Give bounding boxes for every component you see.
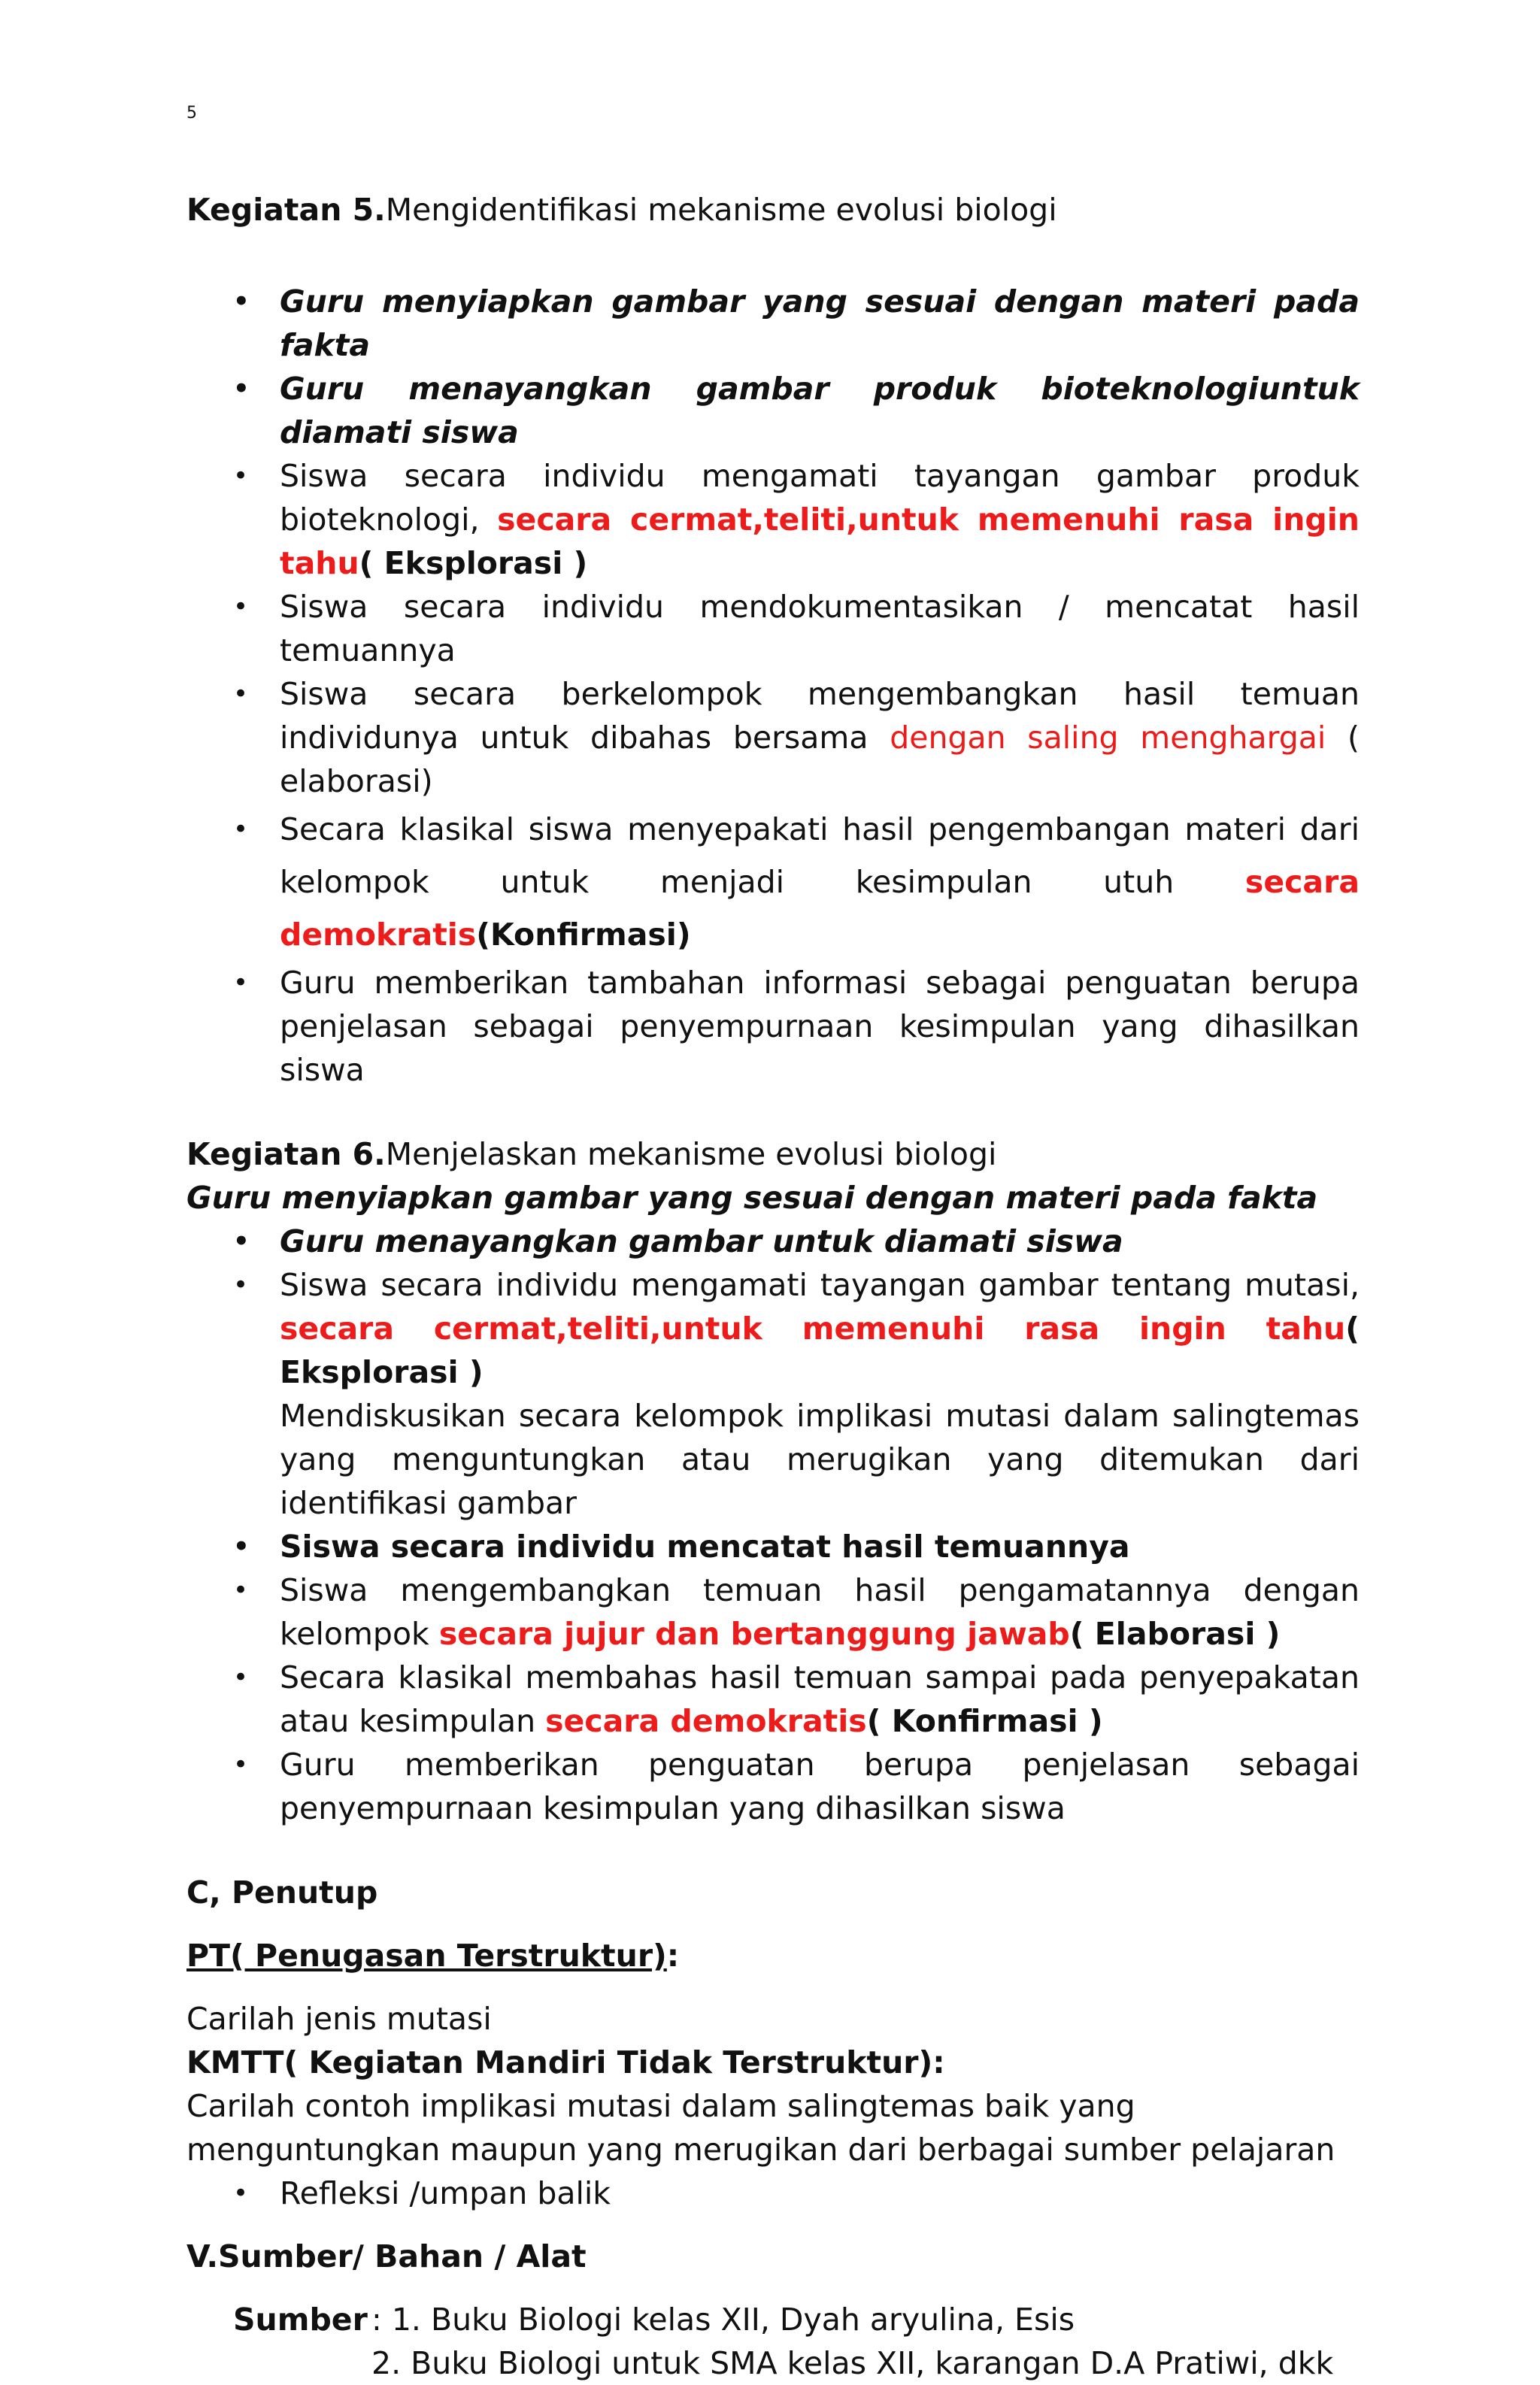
list-item: • Guru memberikan penguatan berupa penjelasan sebagai penyempurnaan kesimpulan yang dihasilkan siswa	[186, 1743, 1360, 1830]
kegiatan-6-list-cont	[186, 1525, 1360, 1830]
emphasis-red: dengan saling menghargai	[890, 720, 1326, 756]
list-item: • Siswa secara individu mendokumentasikan / mencatat hasil temuannya	[186, 585, 1360, 672]
kmtt-heading: KMTT( Kegiatan Mandiri Tidak Terstruktur):	[186, 2044, 945, 2080]
list-item: • Siswa secara individu mengamati tayangan gambar tentang mutasi, secara cermat,teliti,untuk memenuhi rasa ingin tahu( Eksplorasi )	[186, 1263, 1360, 1394]
list-item: • Guru menayangkan gambar untuk diamati siswa	[186, 1220, 1360, 1263]
list-item: • Guru menayangkan gambar produk bioteknologiuntuk diamati siswa	[186, 367, 1360, 454]
list-item: • Siswa mengembangkan temuan hasil pengamatannya dengan kelompok secara jujur dan bertanggung jawab( Elaborasi )	[186, 1568, 1360, 1656]
kegiatan-6-intro: Guru menyiapkan gambar yang sesuai dengan materi pada fakta	[186, 1180, 1318, 1216]
list-item: • Siswa secara individu mencatat hasil temuannya	[186, 1525, 1360, 1568]
sumber-item: : 1. Buku Biologi kelas XII, Dyah aryulina, Esis	[371, 2302, 1075, 2338]
kegiatan-6-label: Kegiatan 6.	[186, 1136, 386, 1172]
kegiatan-6-title: Menjelaskan mekanisme evolusi biologi	[385, 1136, 997, 1172]
sumber-label: Sumber	[233, 2302, 368, 2338]
kegiatan-5-label: Kegiatan 5.	[186, 192, 386, 228]
pt-heading: PT( Penugasan Terstruktur):	[186, 1938, 680, 1974]
emphasis-red: secara demokratis	[545, 1703, 867, 1739]
kmtt-text: Carilah contoh implikasi mutasi dalam salingtemas baik yang menguntungkan maupun yang merugikan dari berbagai sumber pelajaran	[186, 2088, 1335, 2168]
document-body	[186, 188, 1360, 2385]
kegiatan-6-discussion: Mendiskusikan secara kelompok implikasi mutasi dalam salingtemas yang menguntungkan atau merugikan yang ditemukan dari identifikasi gambar	[280, 1398, 1360, 1521]
list-item: • Secara klasikal siswa menyepakati hasil pengembangan materi dari kelompok untuk menjadi kesimpulan utuh secara demokratis(Konfirmasi)	[186, 803, 1360, 961]
list-item: • Guru memberikan tambahan informasi sebagai penguatan berupa penjelasan sebagai penyempurnaan kesimpulan yang dihasilkan siswa	[186, 961, 1360, 1092]
kegiatan-5-title: Mengidentifikasi mekanisme evolusi biologi	[385, 192, 1057, 228]
list-item: • Secara klasikal membahas hasil temuan sampai pada penyepakatan atau kesimpulan secara demokratis( Konfirmasi )	[186, 1656, 1360, 1743]
kegiatan-6-heading	[186, 1132, 1360, 1176]
kegiatan-5-heading	[186, 188, 1360, 232]
pt-text: Carilah jenis mutasi	[186, 2001, 492, 2037]
list-item: • Siswa secara individu mengamati tayangan gambar produk bioteknologi, secara cermat,teliti,untuk memenuhi rasa ingin tahu( Eksplorasi )	[186, 454, 1360, 585]
list-item: • Siswa secara berkelompok mengembangkan hasil temuan individunya untuk dibahas bersama dengan saling menghargai ( elaborasi)	[186, 672, 1360, 803]
emphasis-red: secara demokratis	[280, 864, 1360, 953]
emphasis-red: secara jujur dan bertanggung jawab	[438, 1616, 1070, 1652]
penutup-list	[186, 2171, 1360, 2215]
kegiatan-5-list	[186, 280, 1360, 1092]
emphasis-red: secara cermat,teliti,untuk memenuhi rasa ingin tahu	[280, 1311, 1346, 1347]
sumber-block	[233, 2298, 1360, 2385]
kegiatan-6-list	[186, 1220, 1360, 1394]
page-number: 5	[186, 104, 197, 123]
penutup-heading: C, Penutup	[186, 1874, 378, 1911]
sumber-item: 2. Buku Biologi untuk SMA kelas XII, karangan D.A Pratiwi, dkk	[371, 2345, 1334, 2381]
list-item: • Guru menyiapkan gambar yang sesuai dengan materi pada fakta	[186, 280, 1360, 367]
sumber-section-heading: V.Sumber/ Bahan / Alat	[186, 2238, 587, 2274]
sumber-list	[371, 2298, 1360, 2385]
emphasis-red: secara cermat,teliti,untuk memenuhi rasa ingin tahu	[280, 502, 1360, 581]
list-item: • Refleksi /umpan balik	[186, 2171, 1360, 2215]
